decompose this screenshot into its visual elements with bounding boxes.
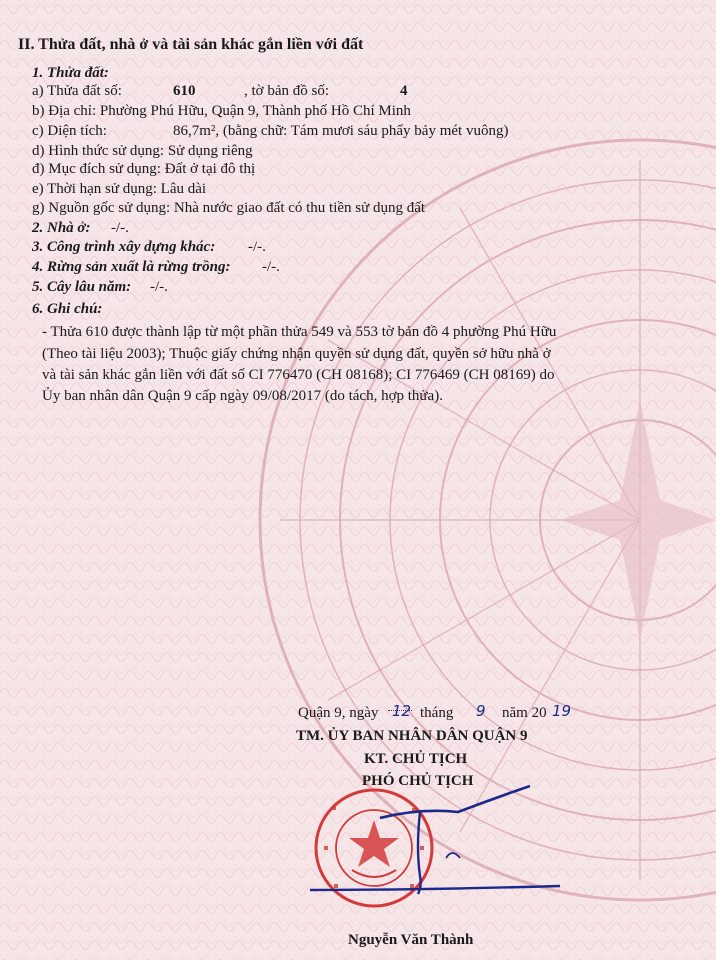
notes-line: và tài sản khác gắn liền với đất số CI 776470 (CH 08168); CI 776469 (CH 08169) do bbox=[42, 367, 555, 383]
notes-line: Ủy ban nhân dân Quận 9 cấp ngày 09/08/2017 (do tách, hợp thửa). bbox=[42, 388, 443, 404]
issue-day: 12 bbox=[392, 702, 412, 720]
house-value: -/-. bbox=[111, 220, 129, 236]
land-address: b) Địa chỉ: Phường Phú Hữu, Quận 9, Thành phố Hồ Chí Minh bbox=[32, 103, 411, 119]
issuing-authority: TM. ỦY BAN NHÂN DÂN QUẬN 9 bbox=[296, 728, 528, 744]
land-heading: 1. Thửa đất: bbox=[32, 65, 109, 81]
notes-line: (Theo tài liệu 2003); Thuộc giấy chứng nhận quyền sử dụng đất, quyền sở hữu nhà ở bbox=[42, 346, 551, 362]
land-area-value: 86,7m², (bằng chữ: Tám mươi sáu phẩy bảy mét vuông) bbox=[173, 123, 509, 139]
notes-line: - Thửa 610 được thành lập từ một phần thửa 549 và 553 tờ bản đồ 4 phường Phú Hữu bbox=[42, 324, 557, 340]
map-sheet-label: , tờ bản đồ số: bbox=[244, 83, 330, 99]
house-label: 2. Nhà ở: bbox=[32, 220, 91, 236]
year-label: năm 20 bbox=[502, 705, 547, 721]
other-works-label: 3. Công trình xây dựng khác: bbox=[32, 239, 216, 255]
planted-forest-value: -/-. bbox=[262, 259, 280, 275]
position-title: PHÓ CHỦ TỊCH bbox=[362, 773, 474, 789]
land-use-origin: g) Nguồn gốc sử dụng: Nhà nước giao đất có thu tiền sử dụng đất bbox=[32, 200, 426, 216]
month-label: tháng bbox=[420, 705, 454, 721]
position-deputy-for: KT. CHỦ TỊCH bbox=[364, 751, 468, 767]
other-works-value: -/-. bbox=[248, 239, 266, 255]
perennial-trees-value: -/-. bbox=[150, 279, 168, 295]
issue-month: 9 bbox=[476, 702, 486, 720]
land-area-label: c) Diện tích: bbox=[32, 123, 107, 139]
map-sheet-number: 4 bbox=[400, 83, 408, 99]
handwritten-signature bbox=[270, 778, 570, 918]
perennial-trees-label: 5. Cây lâu năm: bbox=[32, 279, 132, 295]
land-use-purpose: đ) Mục đích sử dụng: Đất ở tại đô thị bbox=[32, 161, 256, 177]
section-title: II. Thửa đất, nhà ở và tài sản khác gắn liền với đất bbox=[18, 36, 364, 53]
land-a-label: a) Thửa đất số: bbox=[32, 83, 122, 99]
issue-year-suffix: 19 bbox=[552, 702, 572, 720]
land-use-term: e) Thời hạn sử dụng: Lâu dài bbox=[32, 181, 207, 197]
notes-heading: 6. Ghi chú: bbox=[32, 301, 103, 317]
parcel-number: 610 bbox=[173, 83, 196, 99]
signer-name: Nguyễn Văn Thành bbox=[348, 932, 474, 948]
planted-forest-label: 4. Rừng sản xuất là rừng trồng: bbox=[32, 259, 231, 275]
land-use-form: d) Hình thức sử dụng: Sử dụng riêng bbox=[32, 143, 253, 159]
issue-date-prefix: Quận 9, ngày bbox=[298, 705, 379, 721]
